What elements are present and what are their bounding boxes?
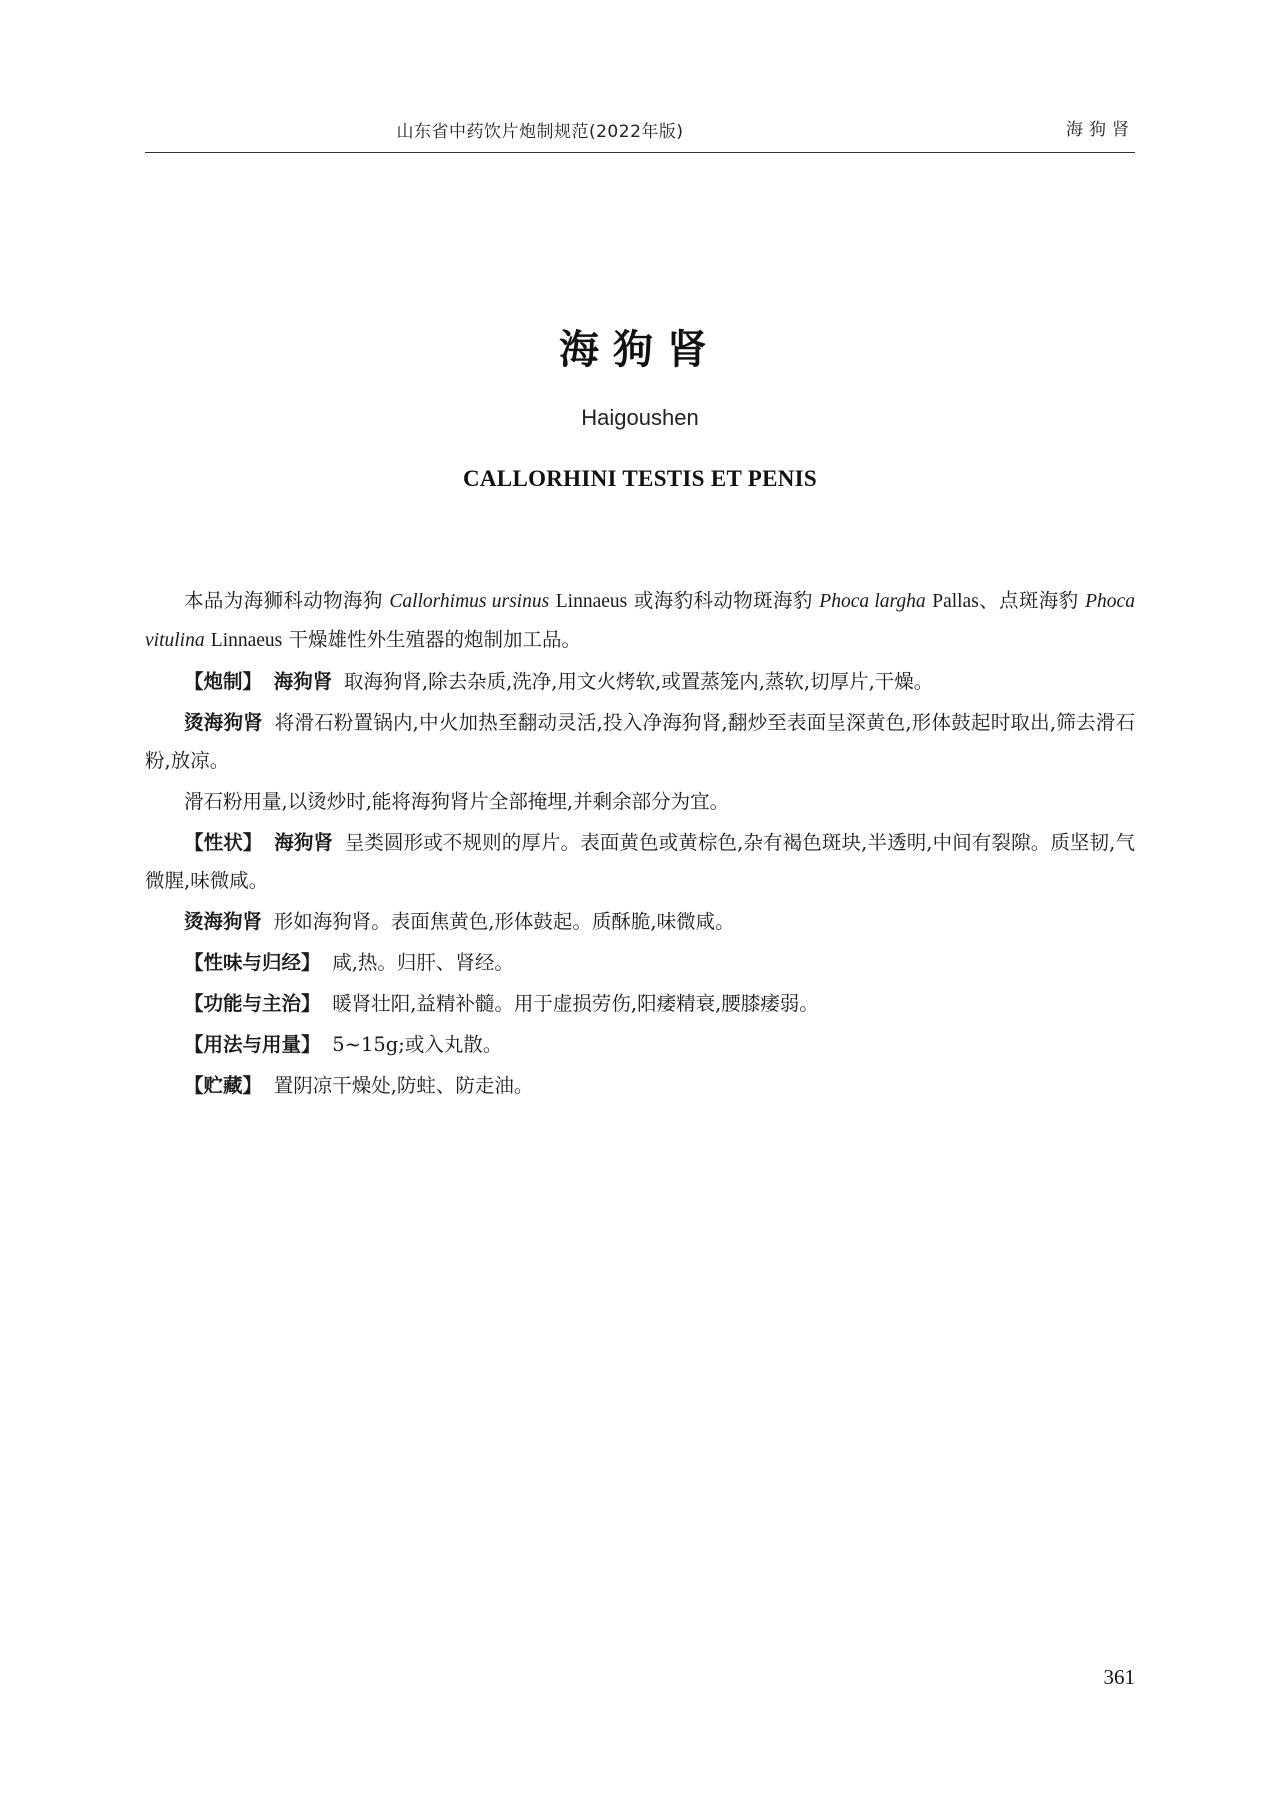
section-label-nature: 【性味与归经】 [184, 951, 321, 974]
section-text: 5~15g;或入丸散。 [332, 1033, 503, 1056]
subitem-name: 烫海狗肾 [184, 910, 263, 933]
monograph-body [145, 582, 1135, 1108]
section-text: 置阴凉干燥处,防蛀、防走油。 [273, 1074, 534, 1097]
usage-section [145, 1026, 1135, 1064]
monograph-pinyin: Haigoushen [581, 405, 699, 430]
section-label-processing: 【炮制】 [184, 670, 263, 693]
species-author: Linnaeus [210, 630, 283, 651]
subitem-name: 海狗肾 [273, 670, 333, 693]
section-label-usage: 【用法与用量】 [184, 1033, 321, 1056]
species-author: Linnaeus [555, 591, 628, 612]
subitem-name: 烫海狗肾 [184, 711, 263, 734]
species-author: Pallas [932, 591, 979, 612]
subitem-name: 海狗肾 [274, 831, 334, 854]
page-number: 361 [1103, 1665, 1135, 1689]
monograph-latin-name: CALLORHINI TESTIS ET PENIS [462, 466, 817, 491]
source-text: 干燥雄性外生殖器的炮制加工品。 [288, 628, 581, 651]
section-label-storage: 【贮藏】 [184, 1074, 263, 1097]
species-name: Callorhimus ursinus [389, 591, 550, 612]
species-name: Phoca vitulina [145, 591, 1135, 651]
header-divider [145, 152, 1135, 153]
running-header [145, 113, 1135, 153]
subitem-text: 将滑石粉置锅内,中火加热至翻动灵活,投入净海狗肾,翻炒至表面呈深黄色,形体鼓起时取出,筛去滑石粉,放凉。 [145, 711, 1135, 772]
section-text: 暖肾壮阳,益精补髓。用于虚损劳伤,阳痿精衰,腰膝痿弱。 [332, 992, 819, 1015]
nature-section [145, 944, 1135, 982]
processing-scalded [145, 704, 1135, 780]
description-scalded [145, 903, 1135, 941]
storage-section [145, 1067, 1135, 1105]
processing-note: 滑石粉用量,以烫炒时,能将海狗肾片全部掩埋,并剩余部分为宜。 [184, 790, 730, 813]
subitem-text: 呈类圆形或不规则的厚片。表面黄色或黄棕色,杂有褐色斑块,半透明,中间有裂隙。质坚韧,气微腥,味微咸。 [145, 831, 1135, 892]
source-text: 或海豹科动物斑海豹 [633, 589, 813, 612]
running-entry-name: 海狗肾 [1066, 120, 1135, 140]
section-text: 咸,热。归肝、肾经。 [332, 951, 514, 974]
description-section [145, 824, 1135, 900]
section-label-description: 【性状】 [184, 831, 263, 854]
source-text: 、点斑海豹 [978, 589, 1079, 612]
book-title: 山东省中药饮片炮制规范(2022年版) [396, 122, 684, 142]
functions-section [145, 985, 1135, 1023]
monograph-title: 海狗肾 [559, 327, 721, 373]
source-paragraph [145, 582, 1135, 660]
subitem-text: 取海狗肾,除去杂质,洗净,用文火烤软,或置蒸笼内,蒸软,切厚片,干燥。 [343, 670, 934, 693]
source-text: 本品为海狮科动物海狗 [184, 589, 383, 612]
section-label-functions: 【功能与主治】 [184, 992, 321, 1015]
species-name: Phoca largha [819, 591, 926, 612]
subitem-text: 形如海狗肾。表面焦黄色,形体鼓起。质酥脆,味微咸。 [273, 910, 735, 933]
processing-section [145, 663, 1135, 701]
